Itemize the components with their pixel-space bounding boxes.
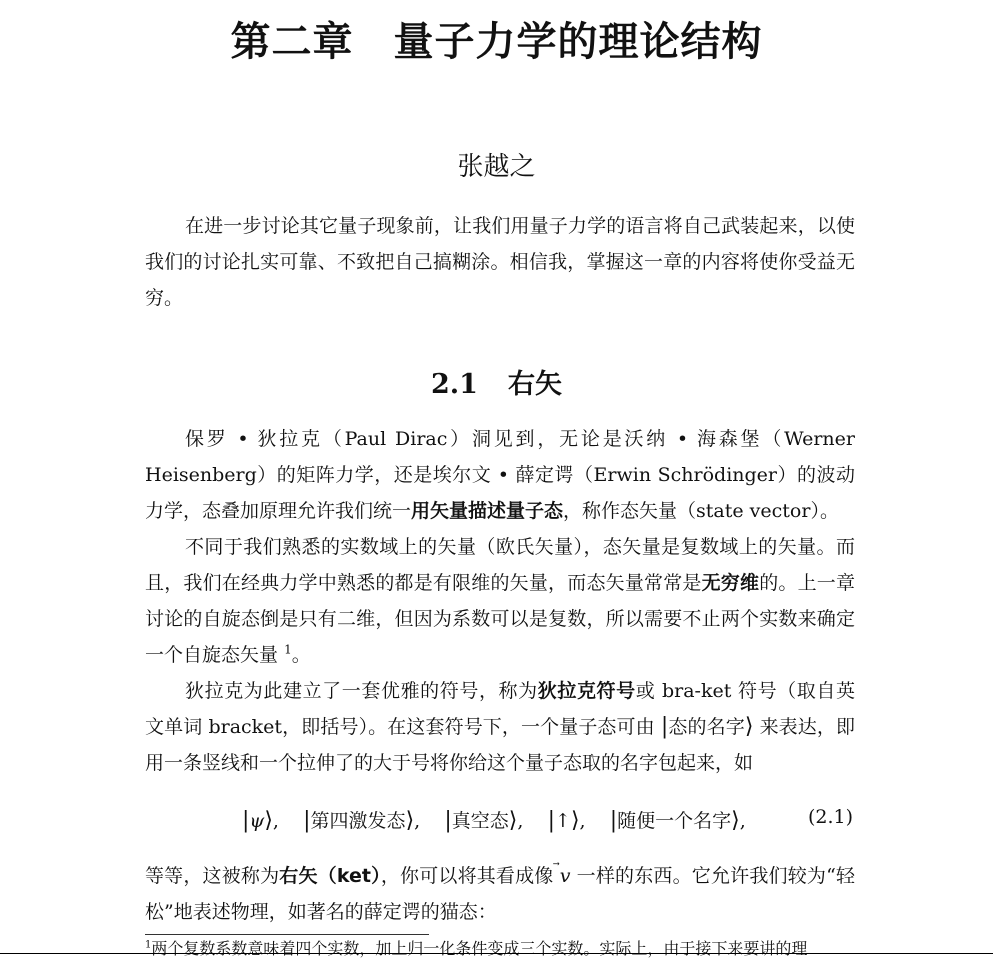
body-block-2 — [145, 858, 855, 930]
equation-2-1 — [145, 802, 855, 842]
ket-any-name: 随便一个名字 — [617, 810, 732, 832]
equation-body: |ψ⟩, |第四激发态⟩, |真空态⟩, |↑⟩, |随便一个名字⟩, — [242, 808, 746, 833]
section-title: 右矢 — [507, 369, 562, 400]
paragraph-3-text-end: 来表达，即用一条竖线和一个拉伸了的大于号将你给这个量子态取的名字包起来，如 — [145, 716, 855, 774]
paragraph-4-emphasis: 右矢（ket） — [279, 865, 381, 887]
paragraph-2-text: 不同于我们熟悉的实数域上的矢量（欧氏矢量），态矢量是复数域上的矢量。而且，我们在经典力学中熟悉的都是有限维的矢量，而态矢量常常是 — [145, 536, 855, 594]
paragraph-2-emphasis: 无穷维 — [701, 572, 760, 594]
equation-number: (2.1) — [807, 806, 853, 828]
paragraph-4-text-end: 一样的东西。它允许我们较为“轻松”地表述物理，如著名的薛定谔的猫态： — [145, 865, 855, 923]
paragraph-3-text-mid: 或 bra-ket 符号（取自英文单词 bracket，即括号）。在这套符号下，一个量子态可由 — [145, 680, 855, 738]
intro-block — [145, 208, 855, 316]
paragraph-1-emphasis: 用矢量描述量子态 — [411, 500, 564, 522]
body-block — [145, 421, 855, 781]
inline-ket: 态的名字 — [668, 716, 745, 738]
paragraph-4 — [145, 858, 855, 930]
paragraph-3-text: 狄拉克为此建立了一套优雅的符号，称为 — [185, 680, 538, 702]
paragraph-1-text-end: ，称作态矢量（state vector）。 — [563, 500, 839, 522]
intro-paragraph: 在进一步讨论其它量子现象前，让我们用量子力学的语言将自己武装起来，以使我们的讨论扎实可靠、不致把自己搞糊涂。相信我，掌握这一章的内容将使你受益无穷。 — [145, 215, 855, 309]
paragraph-4-text-mid: ，你可以将其看成像 — [380, 865, 560, 887]
footnote-marker[interactable]: 1 — [284, 642, 292, 657]
page-bottom-edge — [0, 953, 993, 954]
chapter-label: 第二章 — [230, 19, 354, 65]
paragraph-2-period: 。 — [291, 644, 311, 666]
ket-up: ↑ — [555, 810, 571, 832]
paragraph-4-text: 等等，这被称为 — [145, 865, 280, 887]
ket-vacuum: 真空态 — [451, 810, 509, 832]
paragraph-3-emphasis: 狄拉克符号 — [537, 680, 636, 702]
paragraph-1-text: 保罗 • 狄拉克（Paul Dirac）洞见到，无论是沃纳 • 海森堡（Werner Heisenberg）的矩阵力学，还是埃尔文 • 薛定谔（Erwin Schrödinger）的波动力学，态叠加原理允许我们统一 — [145, 428, 855, 522]
ket-fourth-excited: 第四激发态 — [310, 810, 406, 832]
footnote-number: 1 — [145, 939, 152, 951]
footnote-rule — [145, 934, 429, 935]
section-number: 2.1 — [431, 369, 478, 400]
paragraph-1 — [145, 421, 855, 529]
paragraph-2 — [145, 529, 855, 673]
author-name: 张越之 — [457, 152, 536, 182]
footnote-text: 两个复数系数意味着四个实数，加上归一化条件变成三个实数。实际上，由于接下来要讲的理 — [151, 939, 808, 958]
paragraph-3: 狄拉克为此建立了一套优雅的符号，称为狄拉克符号或 bra-ket 符号（取自英文单词 bracket，即括号）。在这套符号下，一个量子态可由 |态的名字⟩ 来表达，即用一条竖线和一个拉伸了的大于号将你给这个量子态取的名字包起来，如 — [145, 680, 855, 774]
vector-v: v — [559, 865, 571, 887]
section-heading — [0, 362, 993, 401]
chapter-title — [0, 10, 993, 67]
chapter-name: 量子力学的理论结构 — [393, 19, 763, 65]
ket-psi: ψ — [249, 810, 265, 832]
paragraph-2-text-end: 的。上一章讨论的自旋态倒是只有二维，但因为系数可以是复数，所以需要不止两个实数来确定一个自旋态矢量 — [145, 572, 855, 666]
